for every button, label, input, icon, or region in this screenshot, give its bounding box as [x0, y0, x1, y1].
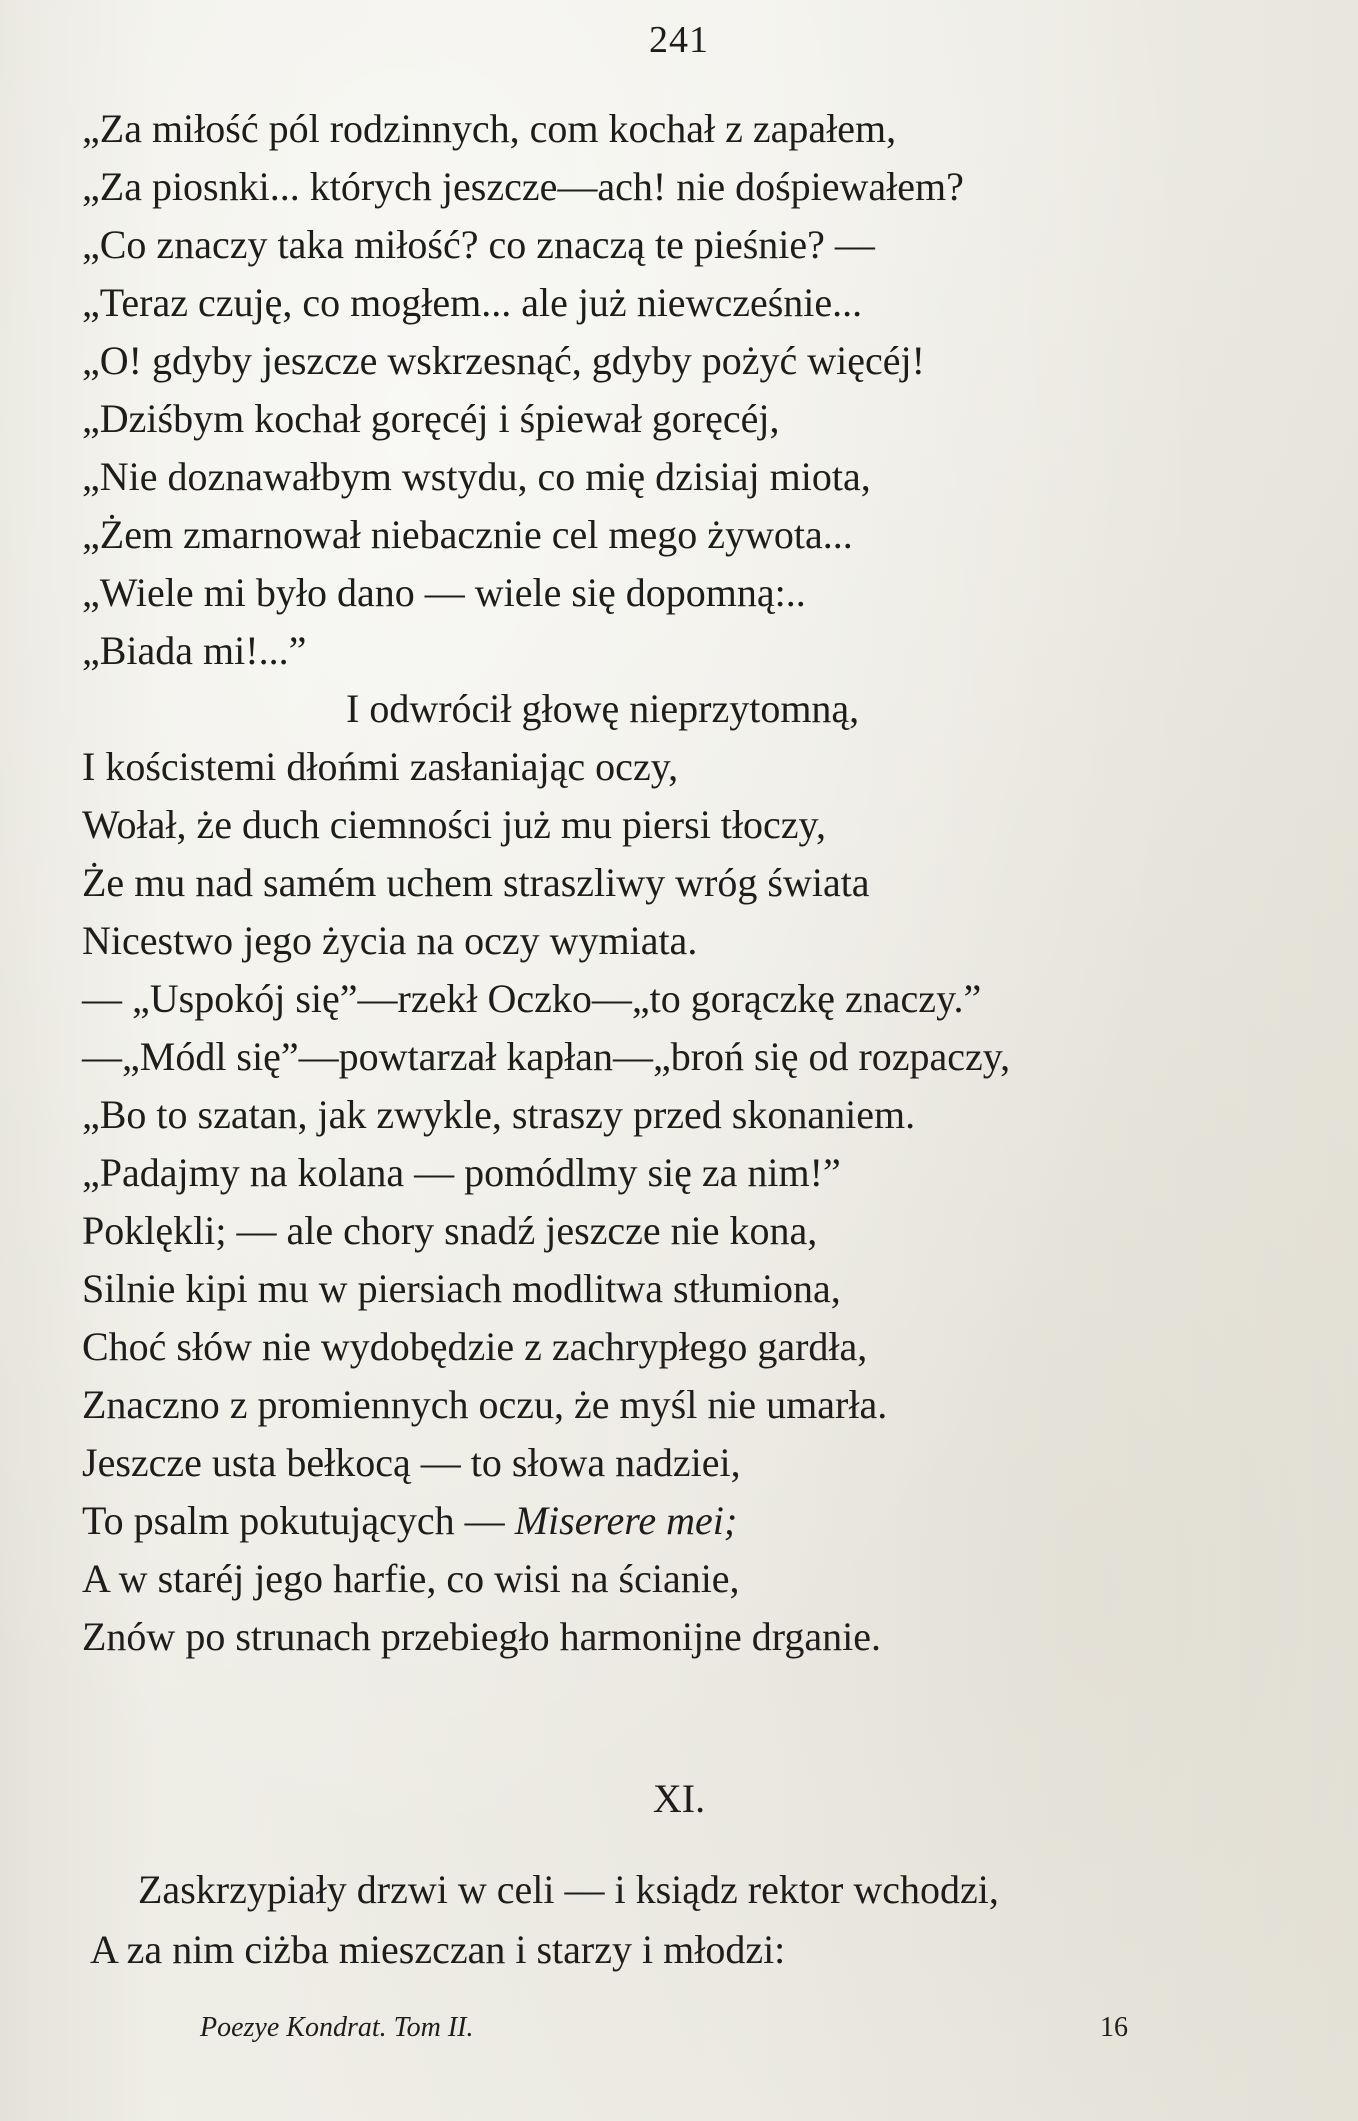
verse-line: Znów po strunach przebiegło harmonijne drganie. [82, 1614, 882, 1659]
verse-line: „Co znaczy taka miłość? co znaczą te pieśnie? — [82, 222, 875, 267]
verse-line-indented: I odwrócił głowę nieprzytomną, [346, 686, 860, 731]
verse-line: Zaskrzypiały drzwi w celi — i ksiądz rektor wchodzi, [138, 1867, 999, 1912]
verse-line: Poklękli; — ale chory snadź jeszcze nie kona, [82, 1208, 818, 1253]
verse-line: I kościstemi dłońmi zasłaniając oczy, [82, 744, 679, 789]
verse-stanza-2 [90, 1860, 1290, 1980]
signature-mark: 16 [1100, 2012, 1128, 2043]
verse-line: „Biada mi!...” [82, 628, 307, 673]
verse-line: Choć słów nie wydobędzie z zachrypłego gardła, [82, 1324, 868, 1369]
verse-line: — „Uspokój się”—rzekł Oczko—„to gorączkę znaczy.” [82, 976, 982, 1021]
section-heading: XI. [652, 1776, 706, 1821]
latin-phrase: Miserere mei; [514, 1498, 738, 1543]
verse-line: „Dziśbym kochał goręcéj i śpiewał goręcéj, [82, 396, 780, 441]
verse-line: „Za piosnki... których jeszcze—ach! nie dośpiewałem? [82, 164, 964, 209]
verse-line: „Padajmy na kolana — pomódlmy się za nim!” [82, 1150, 841, 1195]
page-number: 241 [649, 19, 709, 61]
verse-line: —„Módl się”—powtarzał kapłan—„broń się od rozpaczy, [82, 1034, 1011, 1079]
footer-title: Poezye Kondrat. Tom II. [200, 2012, 474, 2043]
verse-line: „Żem zmarnował niebacznie cel mego żywota... [82, 512, 853, 557]
verse-line: „O! gdyby jeszcze wskrzesnąć, gdyby pożyć więcéj! [82, 338, 925, 383]
verse-line: „Za miłość pól rodzinnych, com kochał z zapałem, [82, 106, 897, 151]
verse-line: A w staréj jego harfie, co wisi na ścianie, [82, 1556, 740, 1601]
verse-line: Znaczno z promiennych oczu, że myśl nie umarła. [82, 1382, 888, 1427]
verse-line: Wołał, że duch ciemności już mu piersi tłoczy, [82, 802, 826, 847]
page-footer [200, 2012, 1160, 2044]
verse-line: „Nie doznawałbym wstydu, co mię dzisiaj miota, [82, 454, 871, 499]
verse-line: „Wiele mi było dano — wiele się dopomną:.. [82, 570, 806, 615]
verse-line-text: To psalm pokutujących — [82, 1498, 515, 1543]
verse-stanza [82, 100, 1282, 1666]
verse-line: Nicestwo jego życia na oczy wymiata. [82, 918, 698, 963]
verse-line: Że mu nad samém uchem straszliwy wróg świata [82, 860, 870, 905]
verse-line: A za nim ciżba mieszczan i starzy i młodzi: [90, 1927, 786, 1972]
verse-line: Silnie kipi mu w piersiach modlitwa stłumiona, [82, 1266, 841, 1311]
verse-line: Jeszcze usta bełkocą — to słowa nadziei, [82, 1440, 741, 1485]
verse-line: „Bo to szatan, jak zwykle, straszy przed skonaniem. [82, 1092, 916, 1137]
verse-line-with-latin [82, 1492, 1282, 1550]
verse-line: „Teraz czuję, co mogłem... ale już niewcześnie... [82, 280, 863, 325]
